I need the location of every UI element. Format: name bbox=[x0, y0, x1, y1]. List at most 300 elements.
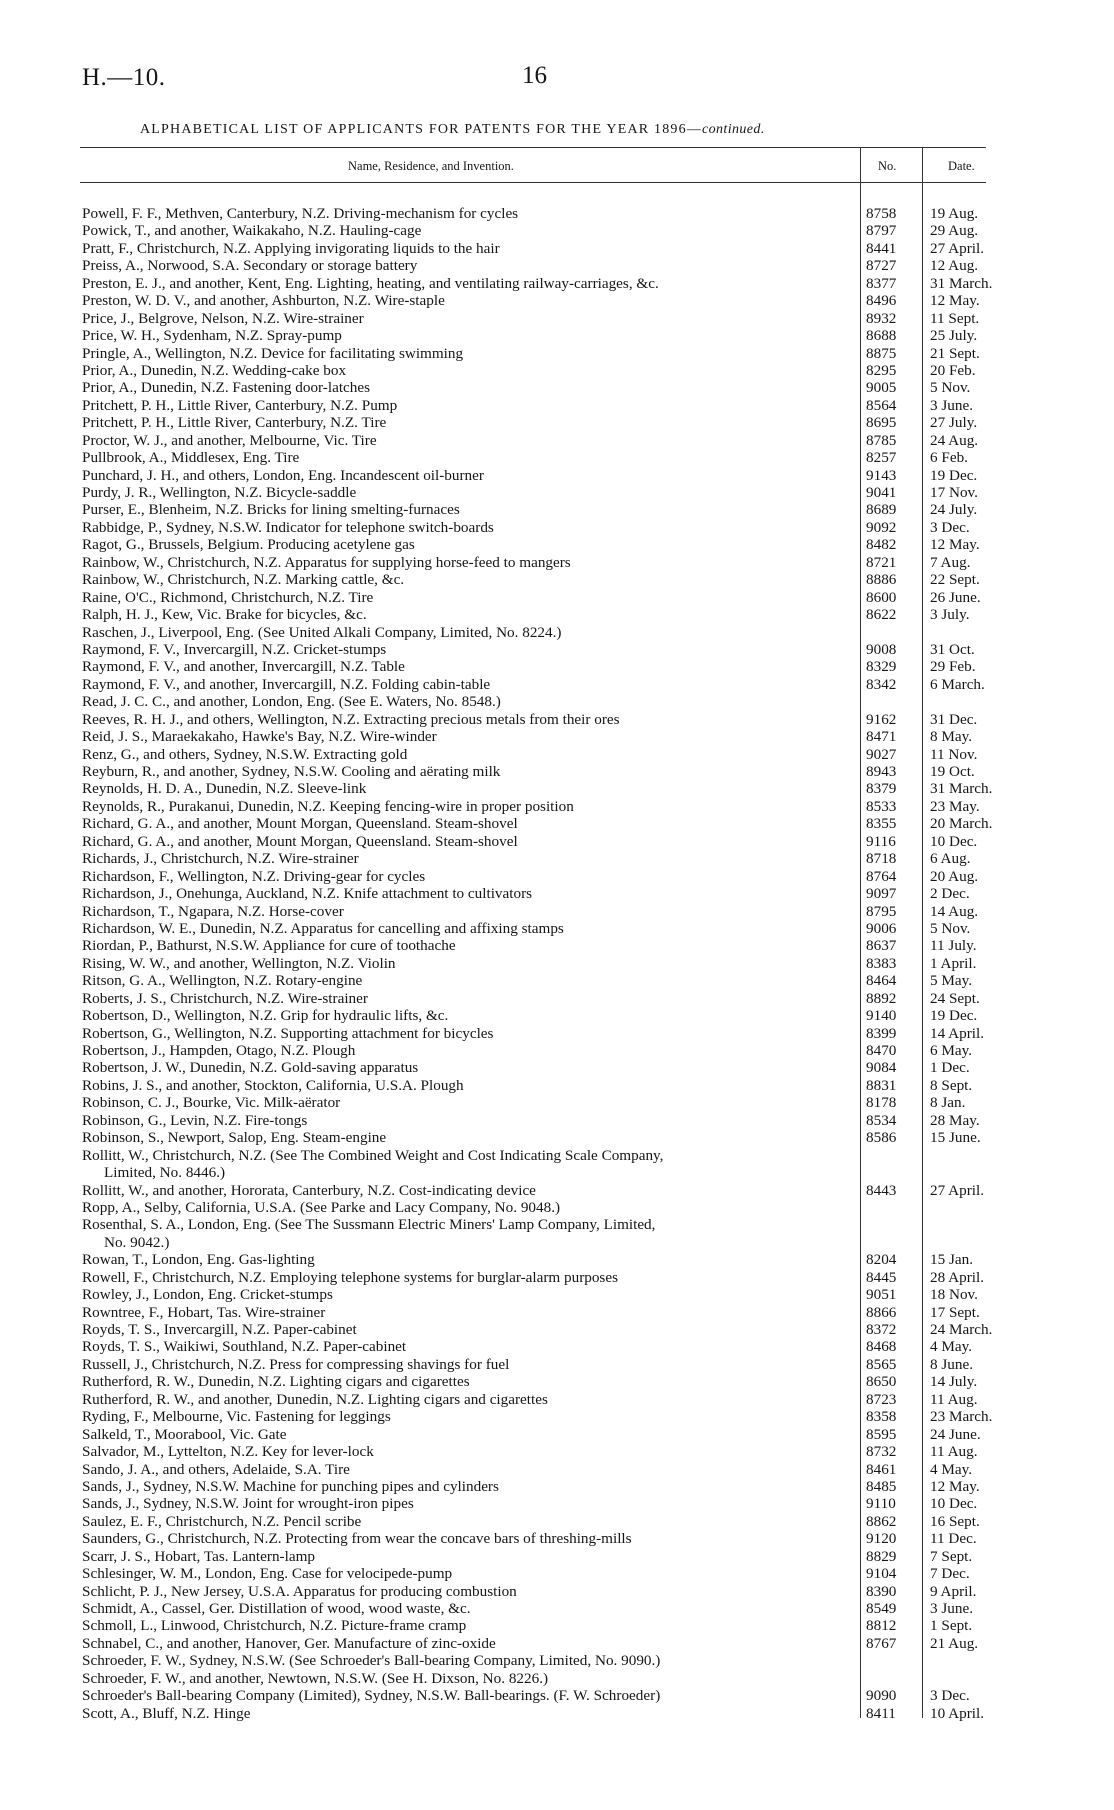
entry-text: Preiss, A., Norwood, S.A. Secondary or storage battery bbox=[82, 257, 418, 275]
entry-number: 9110 bbox=[866, 1495, 896, 1513]
entry-date: 24 Sept. bbox=[930, 989, 980, 1007]
entry-number: 8595 bbox=[866, 1425, 897, 1443]
entry-date: 5 May. bbox=[930, 972, 973, 990]
entry-text: Rabbidge, P., Sydney, N.S.W. Indicator for telephone switch-boards bbox=[82, 518, 494, 536]
entry-text: Rainbow, W., Christchurch, N.Z. Apparatus for supplying horse-feed to mangers bbox=[82, 553, 571, 571]
entry-date: 3 June. bbox=[930, 396, 974, 414]
entry-number: 8723 bbox=[866, 1390, 897, 1408]
entry-text: Robertson, D., Wellington, N.Z. Grip for hydraulic lifts, &c. bbox=[82, 1007, 449, 1025]
list-item bbox=[82, 1408, 993, 1426]
entry-number: 9084 bbox=[866, 1059, 897, 1077]
entry-number: 8932 bbox=[866, 309, 897, 327]
entry-number: 8342 bbox=[866, 675, 897, 693]
entry-text: Raine, O'C., Richmond, Christchurch, N.Z. Tire bbox=[82, 588, 374, 606]
entry-text: Sands, J., Sydney, N.S.W. Machine for punching pipes and cylinders bbox=[82, 1477, 499, 1495]
entry-date: 3 June. bbox=[930, 1600, 974, 1617]
entries-list bbox=[82, 205, 993, 1722]
list-item bbox=[82, 815, 993, 833]
entry-date: 14 Aug. bbox=[930, 902, 979, 920]
list-item bbox=[82, 1007, 988, 1024]
entry-text: Ritson, G. A., Wellington, N.Z. Rotary-engine bbox=[82, 972, 363, 990]
entry-text: Richardson, F., Wellington, N.Z. Driving-gear for cycles bbox=[82, 867, 426, 885]
entry-number: 8470 bbox=[866, 1042, 897, 1059]
entry-date: 24 June. bbox=[930, 1425, 981, 1443]
entry-text: Ryding, F., Melbourne, Vic. Fastening for leggings bbox=[82, 1408, 391, 1426]
list-item bbox=[82, 850, 988, 867]
entry-number: 8727 bbox=[866, 257, 897, 275]
list-item bbox=[82, 1094, 988, 1111]
entry-number: 8204 bbox=[866, 1251, 897, 1269]
list-item bbox=[82, 1373, 988, 1390]
entry-date: 28 April. bbox=[930, 1268, 985, 1286]
entry-date: 8 June. bbox=[930, 1355, 974, 1373]
list-item bbox=[82, 571, 988, 588]
title-main: ALPHABETICAL LIST OF APPLICANTS FOR PATENTS FOR THE YEAR 1896— bbox=[140, 122, 703, 137]
entry-text: Reynolds, H. D. A., Dunedin, N.Z. Sleeve-link bbox=[82, 780, 367, 798]
entry-number: 9140 bbox=[866, 1007, 897, 1025]
entry-text: Robinson, S., Newport, Salop, Eng. Steam-engine bbox=[82, 1129, 387, 1147]
list-item bbox=[82, 1687, 988, 1704]
entry-text: Rosenthal, S. A., London, Eng. (See The Sussmann Electric Miners' Lamp Company, Limited, bbox=[82, 1216, 656, 1234]
entry-text: Robins, J. S., and another, Stockton, California, U.S.A. Plough bbox=[82, 1076, 464, 1094]
list-item bbox=[82, 763, 988, 780]
list-item bbox=[82, 449, 988, 466]
list-item bbox=[82, 414, 988, 431]
entry-number: 8445 bbox=[866, 1268, 897, 1286]
list-item bbox=[82, 1077, 988, 1094]
entry-number: 8622 bbox=[866, 606, 897, 624]
entry-date: 22 Sept. bbox=[930, 571, 980, 589]
entry-text: Sands, J., Sydney, N.S.W. Joint for wrought-iron pipes bbox=[82, 1495, 414, 1513]
entry-date: 11 Sept. bbox=[930, 309, 980, 327]
entry-date: 5 Nov. bbox=[930, 379, 971, 397]
entry-text: Pullbrook, A., Middlesex, Eng. Tire bbox=[82, 449, 300, 467]
entry-date: 28 May. bbox=[930, 1111, 980, 1129]
list-item bbox=[82, 589, 988, 606]
list-item bbox=[82, 1461, 988, 1478]
entry-number: 8785 bbox=[866, 431, 897, 449]
list-item bbox=[82, 222, 988, 239]
entry-text: Saunders, G., Christchurch, N.Z. Protecting from wear the concave bars of threshing-mills bbox=[82, 1530, 632, 1548]
entry-number: 9092 bbox=[866, 518, 897, 536]
entry-text: Richards, J., Christchurch, N.Z. Wire-strainer bbox=[82, 850, 359, 868]
entry-number: 9120 bbox=[866, 1530, 897, 1548]
entry-text: Raymond, F. V., Invercargill, N.Z. Cricket-stumps bbox=[82, 640, 387, 658]
entry-number: 8485 bbox=[866, 1477, 897, 1495]
entry-date: 10 April. bbox=[930, 1704, 985, 1722]
list-item bbox=[82, 1617, 988, 1634]
entry-date: 11 Aug. bbox=[930, 1443, 978, 1461]
entry-text: Roberts, J. S., Christchurch, N.Z. Wire-strainer bbox=[82, 989, 368, 1007]
entry-text: Robertson, J., Hampden, Otago, N.Z. Plough bbox=[82, 1042, 356, 1059]
entry-text: Preston, E. J., and another, Kent, Eng. Lighting, heating, and ventilating railway-carriages, &c. bbox=[82, 274, 659, 292]
entry-text: No. 9042.) bbox=[104, 1233, 170, 1251]
entry-number: 9005 bbox=[866, 379, 897, 397]
list-item bbox=[82, 972, 988, 989]
page-number: 16 bbox=[522, 62, 547, 89]
entry-date: 23 March. bbox=[930, 1408, 993, 1426]
entry-number: 8875 bbox=[866, 344, 897, 362]
list-item bbox=[82, 1199, 988, 1216]
entry-date: 31 Oct. bbox=[930, 640, 975, 658]
list-item bbox=[82, 955, 988, 972]
list-item bbox=[82, 1391, 988, 1408]
entry-text: Purdy, J. R., Wellington, N.Z. Bicycle-saddle bbox=[82, 484, 357, 501]
list-item bbox=[82, 868, 988, 885]
list-item bbox=[82, 397, 988, 414]
entry-text: Scott, A., Bluff, N.Z. Hinge bbox=[82, 1704, 251, 1722]
entry-text: Scarr, J. S., Hobart, Tas. Lantern-lamp bbox=[82, 1547, 315, 1565]
entry-date: 16 Sept. bbox=[930, 1512, 980, 1530]
list-item bbox=[82, 1129, 988, 1146]
entry-number: 8390 bbox=[866, 1582, 897, 1600]
list-item bbox=[82, 1495, 988, 1512]
entry-date: 6 May. bbox=[930, 1042, 973, 1059]
entry-text: Richardson, T., Ngapara, N.Z. Horse-cover bbox=[82, 902, 344, 920]
entry-date: 11 July. bbox=[930, 937, 977, 955]
entry-text: Sando, J. A., and others, Adelaide, S.A. Tire bbox=[82, 1460, 350, 1478]
list-item bbox=[82, 780, 993, 798]
entry-text: Read, J. C. C., and another, London, Eng. (See E. Waters, No. 8548.) bbox=[82, 693, 501, 711]
list-item bbox=[82, 903, 988, 920]
entry-text: Raymond, F. V., and another, Invercargill, N.Z. Folding cabin-table bbox=[82, 675, 491, 693]
entry-number: 9090 bbox=[866, 1687, 897, 1705]
entry-number: 8383 bbox=[866, 954, 897, 972]
entry-number: 8732 bbox=[866, 1443, 897, 1461]
entry-text: Raymond, F. V., and another, Invercargill, N.Z. Table bbox=[82, 658, 405, 676]
list-item bbox=[82, 885, 988, 902]
entry-text: Reid, J. S., Maraekakaho, Hawke's Bay, N.Z. Wire-winder bbox=[82, 728, 437, 746]
list-item bbox=[82, 1042, 988, 1059]
entry-number: 8829 bbox=[866, 1547, 897, 1565]
entry-text: Robertson, G., Wellington, N.Z. Supporting attachment for bicycles bbox=[82, 1024, 494, 1042]
entry-number: 9008 bbox=[866, 640, 897, 658]
entry-number: 8496 bbox=[866, 292, 897, 310]
list-item bbox=[82, 833, 988, 850]
entry-date: 7 Aug. bbox=[930, 553, 971, 571]
list-item bbox=[82, 1216, 988, 1233]
entry-date: 8 May. bbox=[930, 728, 973, 746]
entry-text: Rutherford, R. W., and another, Dunedin, N.Z. Lighting cigars and cigarettes bbox=[82, 1390, 548, 1408]
list-item bbox=[82, 554, 988, 571]
entry-date: 27 April. bbox=[930, 239, 985, 257]
list-item bbox=[82, 1112, 988, 1129]
list-item bbox=[82, 1600, 988, 1617]
entry-date: 31 Dec. bbox=[930, 710, 978, 728]
entry-text: Robinson, C. J., Bourke, Vic. Milk-aërator bbox=[82, 1094, 341, 1112]
entry-number: 8443 bbox=[866, 1181, 897, 1199]
entry-number: 8688 bbox=[866, 327, 897, 345]
entry-date: 29 Aug. bbox=[930, 222, 979, 240]
entry-text: Salvador, M., Lyttelton, N.Z. Key for lever-lock bbox=[82, 1443, 374, 1461]
entry-date: 27 April. bbox=[930, 1181, 985, 1199]
entry-text: Reeves, R. H. J., and others, Wellington, N.Z. Extracting precious metals from their ores bbox=[82, 710, 620, 728]
list-item bbox=[82, 693, 988, 710]
list-item bbox=[82, 1565, 988, 1582]
list-item bbox=[82, 467, 988, 484]
entry-number: 8886 bbox=[866, 571, 897, 589]
entry-date: 9 April. bbox=[930, 1582, 977, 1600]
entry-date: 1 Sept. bbox=[930, 1617, 973, 1635]
entry-date: 6 March. bbox=[930, 675, 985, 693]
entry-number: 8178 bbox=[866, 1094, 897, 1112]
list-item bbox=[82, 501, 988, 518]
entry-number: 8468 bbox=[866, 1338, 897, 1356]
list-item bbox=[82, 937, 988, 954]
entry-number: 9006 bbox=[866, 919, 897, 937]
column-header-date: Date. bbox=[948, 159, 975, 173]
page-reference: H.—10. bbox=[82, 64, 166, 91]
entry-number: 8650 bbox=[866, 1373, 897, 1391]
entry-number: 8866 bbox=[866, 1303, 897, 1321]
list-item bbox=[82, 1530, 988, 1547]
entry-date: 17 Sept. bbox=[930, 1303, 980, 1321]
entry-date: 31 March. bbox=[930, 780, 993, 798]
entry-text: Schlicht, P. J., New Jersey, U.S.A. Apparatus for producing combustion bbox=[82, 1582, 517, 1600]
page-title bbox=[140, 122, 1010, 138]
entry-text: Reynolds, R., Purakanui, Dunedin, N.Z. Keeping fencing-wire in proper position bbox=[82, 797, 574, 815]
entry-date: 21 Aug. bbox=[930, 1634, 979, 1652]
list-item bbox=[82, 624, 988, 641]
entry-text: Ralph, H. J., Kew, Vic. Brake for bicycles, &c. bbox=[82, 606, 367, 624]
list-item bbox=[82, 658, 988, 675]
title-continued: continued. bbox=[702, 122, 765, 137]
list-item bbox=[82, 536, 988, 553]
entry-number: 8399 bbox=[866, 1024, 897, 1042]
entry-number: 8358 bbox=[866, 1408, 897, 1426]
entry-text: Schmoll, L., Linwood, Christchurch, N.Z. Picture-frame cramp bbox=[82, 1617, 467, 1635]
entry-text: Schmidt, A., Cassel, Ger. Distillation of wood, wood waste, &c. bbox=[82, 1600, 471, 1617]
entry-number: 8372 bbox=[866, 1321, 897, 1338]
entry-date: 3 Dec. bbox=[930, 518, 970, 536]
entry-number: 8295 bbox=[866, 361, 897, 379]
entry-date: 11 Dec. bbox=[930, 1530, 977, 1548]
list-item bbox=[82, 728, 988, 745]
entry-date: 2 Dec. bbox=[930, 885, 970, 903]
entry-date: 8 Jan. bbox=[930, 1094, 966, 1112]
entry-text: Rising, W. W., and another, Wellington, N.Z. Violin bbox=[82, 954, 396, 972]
entry-date: 29 Feb. bbox=[930, 658, 976, 676]
entry-date: 15 June. bbox=[930, 1129, 981, 1147]
entry-number: 8377 bbox=[866, 274, 897, 292]
entry-text: Richard, G. A., and another, Mount Morgan, Queensland. Steam-shovel bbox=[82, 832, 518, 850]
entry-number: 8355 bbox=[866, 815, 897, 833]
entry-date: 19 Dec. bbox=[930, 466, 978, 484]
entry-number: 9041 bbox=[866, 484, 897, 501]
list-item bbox=[82, 1478, 988, 1495]
list-item bbox=[82, 379, 988, 396]
entry-number: 9097 bbox=[866, 885, 897, 903]
entry-date: 7 Dec. bbox=[930, 1565, 970, 1583]
entry-text: Price, W. H., Sydenham, N.Z. Spray-pump bbox=[82, 327, 342, 345]
entry-text: Richard, G. A., and another, Mount Morgan, Queensland. Steam-shovel bbox=[82, 815, 518, 833]
entry-date: 14 July. bbox=[930, 1373, 978, 1391]
entry-text: Powell, F. F., Methven, Canterbury, N.Z. Driving-mechanism for cycles bbox=[82, 205, 519, 222]
entry-text: Reyburn, R., and another, Sydney, N.S.W. Cooling and aërating milk bbox=[82, 763, 501, 780]
entry-text: Richardson, J., Onehunga, Auckland, N.Z. Knife attachment to cultivators bbox=[82, 885, 533, 903]
entry-number: 8441 bbox=[866, 239, 897, 257]
entry-text: Robertson, J. W., Dunedin, N.Z. Gold-saving apparatus bbox=[82, 1059, 419, 1077]
entry-text: Pringle, A., Wellington, N.Z. Device for facilitating swimming bbox=[82, 344, 464, 362]
entry-text: Rowntree, F., Hobart, Tas. Wire-strainer bbox=[82, 1303, 326, 1321]
entry-date: 4 May. bbox=[930, 1338, 973, 1356]
list-item bbox=[82, 1025, 988, 1042]
entry-number: 8795 bbox=[866, 902, 897, 920]
list-item bbox=[82, 1251, 988, 1268]
entry-text: Rollitt, W., and another, Hororata, Canterbury, N.Z. Cost-indicating device bbox=[82, 1181, 536, 1199]
entry-date: 7 Sept. bbox=[930, 1547, 973, 1565]
list-item bbox=[82, 676, 988, 693]
list-item bbox=[82, 1286, 988, 1303]
entry-number: 9143 bbox=[866, 466, 897, 484]
entry-date: 26 June. bbox=[930, 588, 981, 606]
entry-text: Ragot, G., Brussels, Belgium. Producing acetylene gas bbox=[82, 536, 415, 554]
entry-text: Rutherford, R. W., Dunedin, N.Z. Lighting cigars and cigarettes bbox=[82, 1373, 470, 1391]
list-item bbox=[82, 1670, 988, 1687]
entry-date: 18 Nov. bbox=[930, 1286, 978, 1304]
list-item bbox=[82, 1338, 988, 1355]
entry-number: 8471 bbox=[866, 728, 897, 746]
entry-number: 8329 bbox=[866, 658, 897, 676]
entry-number: 8461 bbox=[866, 1460, 897, 1478]
entry-date: 1 Dec. bbox=[930, 1059, 970, 1077]
list-item bbox=[82, 1513, 988, 1530]
entry-date: 24 Aug. bbox=[930, 431, 979, 449]
entry-text: Powick, T., and another, Waikakaho, N.Z. Hauling-cage bbox=[82, 222, 422, 240]
entry-date: 25 July. bbox=[930, 327, 978, 345]
entry-number: 9116 bbox=[866, 832, 896, 850]
list-item bbox=[82, 484, 988, 501]
list-item bbox=[82, 432, 988, 449]
entry-date: 14 April. bbox=[930, 1024, 985, 1042]
entry-text: Rowley, J., London, Eng. Cricket-stumps bbox=[82, 1286, 333, 1304]
list-item bbox=[82, 1321, 993, 1338]
entry-number: 8689 bbox=[866, 501, 897, 519]
list-item bbox=[82, 1426, 988, 1443]
entry-text: Schroeder, F. W., Sydney, N.S.W. (See Schroeder's Ball-bearing Company, Limited, No. 9090.) bbox=[82, 1652, 661, 1670]
entry-date: 8 Sept. bbox=[930, 1076, 973, 1094]
entry-number: 8533 bbox=[866, 797, 897, 815]
list-item bbox=[82, 1635, 988, 1652]
entry-text: Preston, W. D. V., and another, Ashburton, N.Z. Wire-staple bbox=[82, 292, 445, 310]
list-item bbox=[82, 310, 988, 327]
list-item bbox=[82, 1164, 988, 1181]
list-item bbox=[82, 327, 988, 344]
entry-text: Purser, E., Blenheim, N.Z. Bricks for lining smelting-furnaces bbox=[82, 501, 460, 519]
list-item bbox=[82, 1234, 988, 1251]
entry-date: 19 Oct. bbox=[930, 763, 975, 780]
entry-number: 8831 bbox=[866, 1076, 897, 1094]
entry-text: Proctor, W. J., and another, Melbourne, Vic. Tire bbox=[82, 431, 377, 449]
entry-number: 8721 bbox=[866, 553, 897, 571]
entry-date: 10 Dec. bbox=[930, 1495, 978, 1513]
entry-text: Saulez, E. F., Christchurch, N.Z. Pencil scribe bbox=[82, 1512, 362, 1530]
entry-number: 8600 bbox=[866, 588, 897, 606]
entry-date: 10 Dec. bbox=[930, 832, 978, 850]
entry-date: 3 July. bbox=[930, 606, 970, 624]
entry-text: Schnabel, C., and another, Hanover, Ger. Manufacture of zinc-oxide bbox=[82, 1634, 496, 1652]
entry-text: Prior, A., Dunedin, N.Z. Wedding-cake box bbox=[82, 361, 347, 379]
entry-number: 9051 bbox=[866, 1286, 897, 1304]
entry-text: Rowell, F., Christchurch, N.Z. Employing telephone systems for burglar-alarm purposes bbox=[82, 1268, 618, 1286]
entry-text: Robinson, G., Levin, N.Z. Fire-tongs bbox=[82, 1111, 308, 1129]
list-item bbox=[82, 606, 988, 623]
entry-date: 20 Aug. bbox=[930, 867, 979, 885]
entry-date: 27 July. bbox=[930, 414, 978, 432]
list-item bbox=[82, 1443, 988, 1460]
entry-number: 8534 bbox=[866, 1111, 897, 1129]
entry-text: Limited, No. 8446.) bbox=[104, 1164, 226, 1182]
list-item bbox=[82, 1059, 988, 1076]
entry-date: 23 May. bbox=[930, 797, 980, 815]
entry-date: 12 May. bbox=[930, 292, 980, 310]
entry-number: 8482 bbox=[866, 536, 897, 554]
entry-date: 12 Aug. bbox=[930, 257, 979, 275]
entry-number: 8586 bbox=[866, 1129, 897, 1147]
list-item bbox=[82, 345, 988, 362]
column-header-no: No. bbox=[878, 159, 897, 173]
entry-date: 12 May. bbox=[930, 536, 980, 554]
entry-number: 8564 bbox=[866, 396, 897, 414]
entry-date: 20 March. bbox=[930, 815, 993, 833]
entry-text: Punchard, J. H., and others, London, Eng. Incandescent oil-burner bbox=[82, 466, 484, 484]
entry-date: 4 May. bbox=[930, 1460, 973, 1478]
list-item bbox=[82, 990, 988, 1007]
entry-number: 8797 bbox=[866, 222, 897, 240]
list-item bbox=[82, 746, 988, 763]
list-item bbox=[82, 362, 988, 379]
list-item bbox=[82, 274, 993, 292]
entry-text: Rollitt, W., Christchurch, N.Z. (See The Combined Weight and Cost Indicating Scale Company, bbox=[82, 1146, 664, 1164]
list-item bbox=[82, 1147, 988, 1164]
entry-date: 20 Feb. bbox=[930, 361, 976, 379]
entry-number: 8767 bbox=[866, 1634, 897, 1652]
entry-number: 8637 bbox=[866, 937, 897, 955]
entry-date: 11 Aug. bbox=[930, 1390, 978, 1408]
list-item bbox=[82, 1583, 988, 1600]
entry-text: Royds, T. S., Invercargill, N.Z. Paper-cabinet bbox=[82, 1321, 357, 1338]
entry-text: Schlesinger, W. M., London, Eng. Case for velocipede-pump bbox=[82, 1565, 453, 1583]
entry-number: 8379 bbox=[866, 780, 897, 798]
list-item bbox=[82, 292, 988, 309]
entry-date: 6 Aug. bbox=[930, 850, 971, 868]
entry-date: 21 Sept. bbox=[930, 344, 980, 362]
entry-date: 11 Nov. bbox=[930, 745, 978, 763]
entry-text: Schroeder's Ball-bearing Company (Limited), Sydney, N.S.W. Ball-bearings. (F. W. Schroeder) bbox=[82, 1687, 661, 1705]
list-item bbox=[82, 1705, 988, 1722]
entry-date: 15 Jan. bbox=[930, 1251, 974, 1269]
entry-number: 9027 bbox=[866, 745, 897, 763]
entry-date: 31 March. bbox=[930, 274, 993, 292]
table-top-rule bbox=[80, 147, 986, 148]
entry-date: 6 Feb. bbox=[930, 449, 968, 467]
table-header-rule bbox=[80, 182, 986, 183]
list-item bbox=[82, 1304, 988, 1321]
entry-text: Ropp, A., Selby, California, U.S.A. (See Parke and Lacy Company, No. 9048.) bbox=[82, 1198, 561, 1216]
entry-number: 8718 bbox=[866, 850, 897, 868]
entry-date: 5 Nov. bbox=[930, 919, 971, 937]
entry-text: Pratt, F., Christchurch, N.Z. Applying invigorating liquids to the hair bbox=[82, 239, 500, 257]
list-item bbox=[82, 1269, 988, 1286]
entry-text: Salkeld, T., Moorabool, Vic. Gate bbox=[82, 1425, 287, 1443]
entry-date: 19 Dec. bbox=[930, 1007, 978, 1025]
entry-text: Schroeder, F. W., and another, Newtown, N.S.W. (See H. Dixson, No. 8226.) bbox=[82, 1669, 549, 1687]
entry-text: Royds, T. S., Waikiwi, Southland, N.Z. Paper-cabinet bbox=[82, 1338, 407, 1356]
entry-date: 1 April. bbox=[930, 954, 977, 972]
list-item bbox=[82, 920, 988, 937]
list-item bbox=[82, 1652, 988, 1669]
list-item bbox=[82, 1548, 988, 1565]
